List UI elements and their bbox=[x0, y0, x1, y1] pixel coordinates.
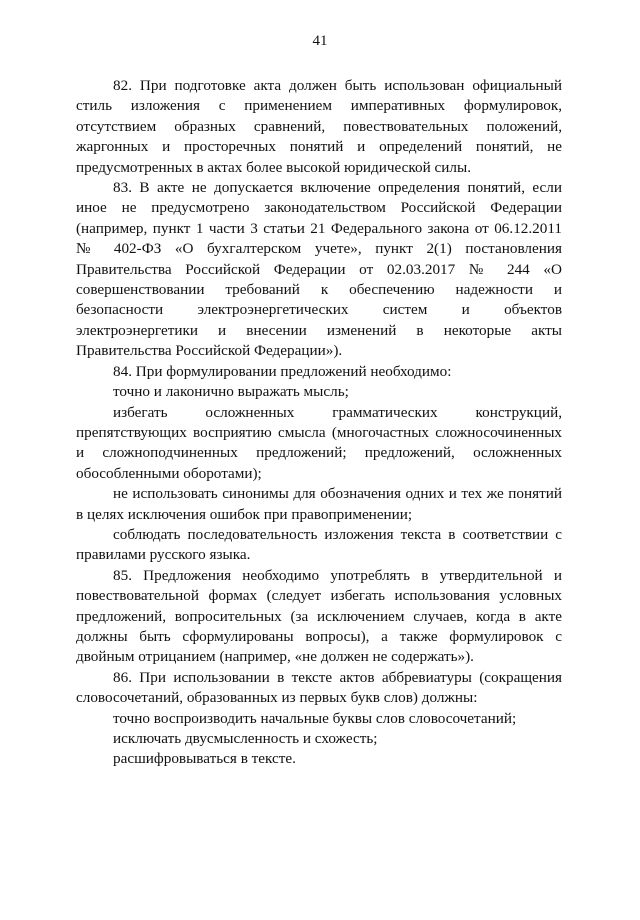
paragraph-85: 85. Предложения необходимо употреблять в утвердительной и повествовательной формах (следует избегать использования условных предложений, вопросительных (за исключением случаев, когда в акте должны быть сформулированы вопросы), а также формулировок с двойным отрицанием (например, «не должен не содержать»). bbox=[76, 566, 562, 666]
page-number: 41 bbox=[312, 33, 328, 49]
list-item-no-synonyms: не использовать синонимы для обозначения одних и тех же понятий в целях исключения ошибок при правоприменении; bbox=[76, 485, 562, 523]
list-item-reproduce-initial-letters: точно воспроизводить начальные буквы слов словосочетаний; bbox=[113, 709, 517, 727]
list-item-exclude-ambiguity: исключать двусмысленность и схожесть; bbox=[113, 730, 378, 747]
list-item-concise-thought: точно и лаконично выражать мысль; bbox=[113, 383, 349, 401]
list-item-decipher-in-text: расшифровываться в тексте. bbox=[113, 750, 296, 768]
document-body bbox=[76, 76, 562, 770]
list-item-follow-language-rules: соблюдать последовательность изложения текста в соответствии с правилами русского языка. bbox=[76, 525, 562, 564]
paragraph-84: 84. При формулировании предложений необходимо: bbox=[113, 362, 452, 380]
paragraph-82: 82. При подготовке акта должен быть использован официальный стиль изложения с применением императивных формулировок, отсутствием образных сравнений, повествовательных положений, жаргонных и просторечных понятий и определений понятий, не предусмотренных в актах более высокой юридической силы. bbox=[76, 77, 562, 176]
list-item-avoid-complex-constructions: избегать осложненных грамматических конструкций, препятствующих восприятию смысла (многочастных сложносочиненных и сложноподчиненных предложений; предложений, осложненных обособленными оборотами); bbox=[76, 403, 562, 482]
paragraph-86: 86. При использовании в тексте актов аббревиатуры (сокращения словосочетаний, образованных из первых букв слов) должны: bbox=[76, 668, 562, 707]
paragraph-83: 83. В акте не допускается включение определения понятий, если иное не предусмотрено законодательством Российской Федерации (например, пункт 1 части 3 статьи 21 Федерального закона от 06.12.2011 № 402-ФЗ «О бухгалтерском учете», пункт 2(1) постановления Правительства Российской Федерации от 02.03.2017 № 244 «О совершенствовании требований к обеспечению надежности и безопасности электроэнергетических систем и объектов электроэнергетики и внесении изменений в некоторые акты Правительства Российской Федерации»). bbox=[76, 179, 562, 360]
